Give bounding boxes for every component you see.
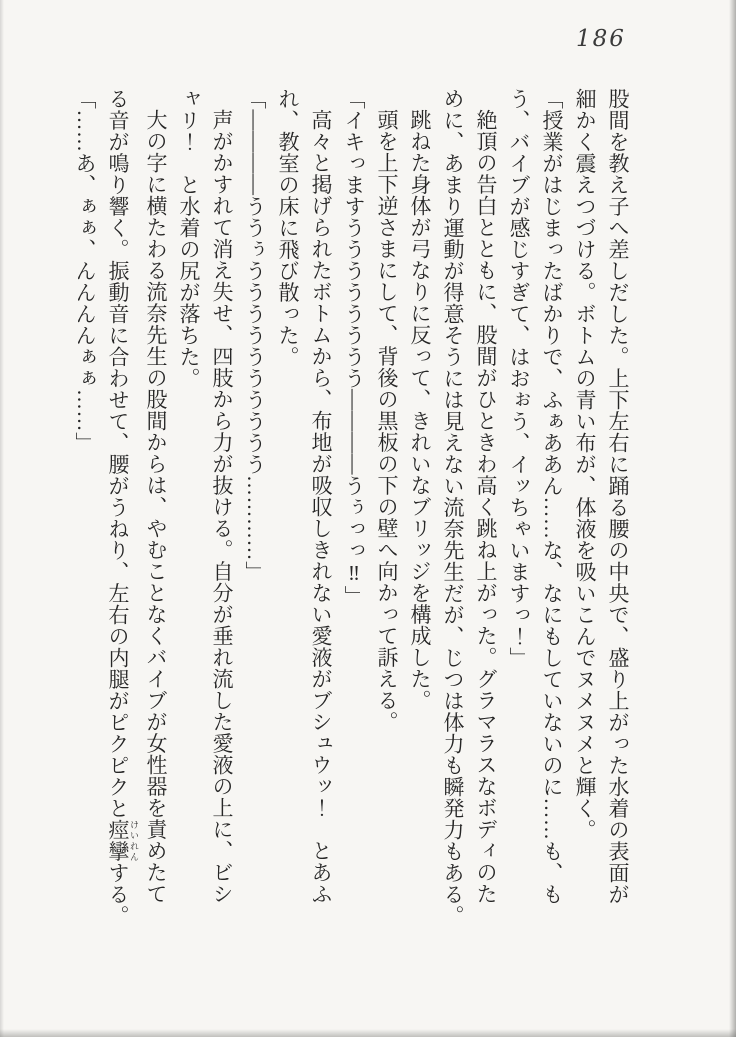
keiren-ruby: [106, 819, 139, 862]
text-line-1: 股間を教え子へ差しだした。上下左右に踊る腰の中央で、盛り上がった水着の表面が: [606, 88, 630, 905]
text-line-2: 細かく震えつづける。ボトムの青い布が、体液を吸いこんでヌメヌメと輝く。: [573, 88, 597, 841]
text-line-9: 「イキっますうううううううう――――うぅっっ‼」: [342, 88, 366, 607]
text-line-14: ャリ！ と水着の尻が落ちた。: [177, 88, 201, 389]
text-line-10: 高々と掲げられたボトムから、布地が吸収しきれない愛液がブシュウッ！ とあふ: [309, 109, 333, 905]
keiren-ruby-reading: けいれん: [129, 819, 139, 862]
text-line-5: 絶頂の告白とともに、股間がひときわ高く跳ね上がった。グラマラスなボディのた: [474, 109, 498, 905]
keiren-ruby-base: 痙攣: [106, 819, 130, 862]
scan-edge-shadow-right: [729, 0, 736, 1037]
scan-edge-shadow-left: [0, 0, 4, 1037]
text-line-15: 大の字に横たわる流奈先生の股間からは、やむことなくバイブが女性器を責めたて: [144, 109, 168, 905]
text-line-13: 声がかすれて消え失せ、四肢から力が抜ける。自分が垂れ流した愛液の上に、ビシ: [210, 109, 234, 905]
text-line-11: れ、教室の床に飛び散った。: [276, 88, 300, 368]
text-line-3: 「授業がはじまったばかりで、ふぁああん……な、なにもしていないのに……も、も: [540, 88, 564, 905]
text-line-16-post: する。: [106, 862, 130, 927]
text-line-12: 「――――ううぅうううううううううう…………」: [243, 88, 267, 583]
text-line-16-pre: る音が鳴り響く。振動音に合わせて、腰がうねり、左右の内腿がピクピクと: [106, 88, 130, 819]
scan-edge-shadow-bottom: [0, 1029, 736, 1037]
page-number: 186: [576, 26, 626, 52]
text-line-16: [101, 88, 139, 932]
text-line-4: う、バイブが感じすぎて、はおぉう、イッちゃいますっ！」: [507, 88, 531, 669]
text-line-8: 頭を上下逆さまにして、背後の黒板の下の壁へ向かって訴える。: [375, 109, 399, 733]
text-line-6: めに、あまり運動が得意そうには見えない流奈先生だが、じつは体力も瞬発力もある。: [441, 88, 465, 927]
vertical-text-block: [72, 88, 634, 932]
text-line-17: 「……あ、ぁぁ、んんんんぁぁ……」: [73, 88, 97, 454]
text-line-7: 跳ねた身体が弓なりに反って、きれいなブリッジを構成した。: [408, 109, 432, 711]
